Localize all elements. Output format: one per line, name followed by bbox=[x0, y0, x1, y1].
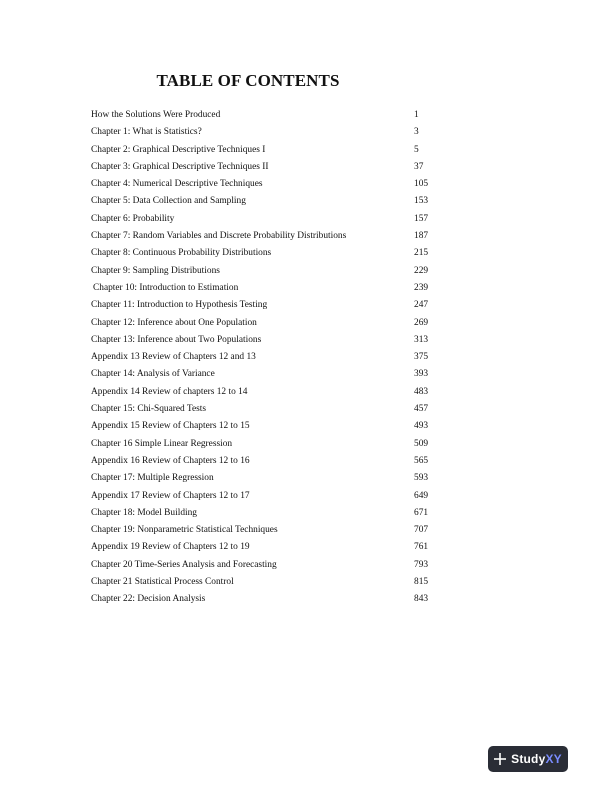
toc-entry bbox=[91, 488, 451, 505]
toc-entry-title: Chapter 11: Introduction to Hypothesis Testing bbox=[91, 300, 268, 311]
toc-entry bbox=[91, 522, 451, 539]
toc-entry bbox=[91, 539, 451, 556]
toc-entry-title: Chapter 2: Graphical Descriptive Techniques I bbox=[91, 144, 266, 155]
toc-entry-title: Chapter 12: Inference about One Population bbox=[91, 317, 257, 328]
toc-entry bbox=[91, 505, 451, 522]
toc-entry-title: Chapter 18: Model Building bbox=[91, 507, 197, 518]
toc-entry-title: Appendix 13 Review of Chapters 12 and 13 bbox=[91, 352, 256, 363]
toc-entry bbox=[91, 418, 451, 435]
toc-entry-page: 1 bbox=[414, 110, 419, 120]
toc-entry bbox=[91, 176, 451, 193]
toc-entry-title: Chapter 20 Time-Series Analysis and Forecasting bbox=[91, 559, 277, 570]
toc-entry-page: 457 bbox=[414, 404, 429, 415]
toc-entry-title: Chapter 13: Inference about Two Populations bbox=[91, 334, 262, 345]
toc-entry bbox=[91, 349, 451, 366]
toc-entry-title: Chapter 14: Analysis of Variance bbox=[91, 369, 215, 380]
toc-entry bbox=[91, 436, 451, 453]
toc-entry-title: Chapter 17: Multiple Regression bbox=[91, 473, 214, 484]
toc-entry bbox=[91, 263, 451, 280]
toc-entry-page: 247 bbox=[414, 300, 429, 311]
toc-entry-page: 269 bbox=[414, 317, 429, 328]
plus-icon bbox=[494, 753, 506, 765]
page-title: TABLE OF CONTENTS bbox=[156, 71, 340, 90]
toc-entry bbox=[91, 591, 451, 608]
toc-entry-page: 187 bbox=[414, 231, 429, 242]
toc-entry bbox=[91, 280, 451, 297]
toc-entry-title: Chapter 8: Continuous Probability Distributions bbox=[91, 248, 272, 259]
toc-entry-title: Chapter 21 Statistical Process Control bbox=[91, 577, 234, 588]
toc-entry-page: 707 bbox=[414, 525, 429, 536]
toc-entry-title: Chapter 15: Chi-Squared Tests bbox=[91, 404, 207, 415]
toc-entry-title: Appendix 17 Review of Chapters 12 to 17 bbox=[91, 490, 250, 501]
toc-entry-page: 215 bbox=[414, 248, 429, 259]
toc-entry-page: 565 bbox=[414, 455, 429, 466]
toc-entry-page: 375 bbox=[414, 352, 429, 363]
toc-entry-title: How the Solutions Were Produced bbox=[91, 110, 221, 120]
toc-entry bbox=[91, 297, 451, 314]
toc-entry-page: 37 bbox=[414, 161, 424, 172]
toc-entry-page: 671 bbox=[414, 507, 429, 518]
toc-entry-title: Appendix 14 Review of chapters 12 to 14 bbox=[91, 386, 248, 397]
table-of-contents bbox=[91, 107, 451, 609]
toc-entry bbox=[91, 401, 451, 418]
toc-entry-page: 105 bbox=[414, 179, 429, 190]
toc-entry-page: 793 bbox=[414, 559, 429, 570]
toc-entry bbox=[91, 574, 451, 591]
toc-entry bbox=[91, 332, 451, 349]
toc-entry-title: Chapter 4: Numerical Descriptive Techniques bbox=[91, 179, 263, 190]
toc-entry bbox=[91, 366, 451, 383]
toc-entry bbox=[91, 228, 451, 245]
toc-entry-title: Chapter 6: Probability bbox=[91, 213, 175, 224]
toc-entry-page: 493 bbox=[414, 421, 429, 432]
toc-entry-title: Chapter 3: Graphical Descriptive Techniques II bbox=[91, 161, 269, 172]
toc-entry-page: 649 bbox=[414, 490, 429, 501]
toc-entry-title: Appendix 15 Review of Chapters 12 to 15 bbox=[91, 421, 250, 432]
toc-entry-title: Chapter 9: Sampling Distributions bbox=[91, 265, 220, 276]
toc-entry-title: Chapter 5: Data Collection and Sampling bbox=[91, 196, 246, 207]
toc-entry bbox=[91, 193, 451, 210]
toc-entry-page: 153 bbox=[414, 196, 429, 207]
toc-entry-title: Chapter 7: Random Variables and Discrete Probability Distributions bbox=[91, 231, 347, 242]
toc-entry bbox=[91, 315, 451, 332]
toc-entry bbox=[91, 384, 451, 401]
toc-entry-title: Appendix 19 Review of Chapters 12 to 19 bbox=[91, 542, 250, 553]
studyxy-logo[interactable] bbox=[488, 746, 568, 772]
brand-name: StudyXY bbox=[511, 752, 562, 766]
toc-entry bbox=[91, 159, 451, 176]
toc-entry-page: 483 bbox=[414, 386, 429, 397]
toc-entry-title: Chapter 16 Simple Linear Regression bbox=[91, 438, 233, 449]
toc-entry bbox=[91, 470, 451, 487]
toc-entry-page: 239 bbox=[414, 282, 429, 293]
toc-entry-page: 157 bbox=[414, 213, 429, 224]
toc-entry bbox=[91, 124, 451, 141]
toc-entry-page: 313 bbox=[414, 334, 429, 345]
toc-entry bbox=[91, 211, 451, 228]
toc-entry bbox=[91, 557, 451, 574]
toc-entry bbox=[91, 107, 451, 124]
toc-entry-page: 593 bbox=[414, 473, 429, 484]
toc-entry-page: 815 bbox=[414, 577, 429, 588]
toc-entry bbox=[91, 142, 451, 159]
toc-entry-title: Chapter 10: Introduction to Estimation bbox=[93, 282, 239, 293]
toc-entry-page: 761 bbox=[414, 542, 429, 553]
toc-entry-page: 229 bbox=[414, 265, 429, 276]
toc-entry-page: 393 bbox=[414, 369, 429, 380]
toc-entry bbox=[91, 453, 451, 470]
toc-entry bbox=[91, 245, 451, 262]
toc-entry-title: Appendix 16 Review of Chapters 12 to 16 bbox=[91, 455, 250, 466]
toc-entry-title: Chapter 22: Decision Analysis bbox=[91, 594, 206, 605]
toc-entry-page: 5 bbox=[414, 144, 419, 155]
toc-entry-page: 3 bbox=[414, 127, 419, 138]
toc-entry-title: Chapter 19: Nonparametric Statistical Techniques bbox=[91, 525, 278, 536]
toc-entry-page: 843 bbox=[414, 594, 429, 605]
toc-entry-page: 509 bbox=[414, 438, 429, 449]
toc-entry-title: Chapter 1: What is Statistics? bbox=[91, 127, 202, 138]
